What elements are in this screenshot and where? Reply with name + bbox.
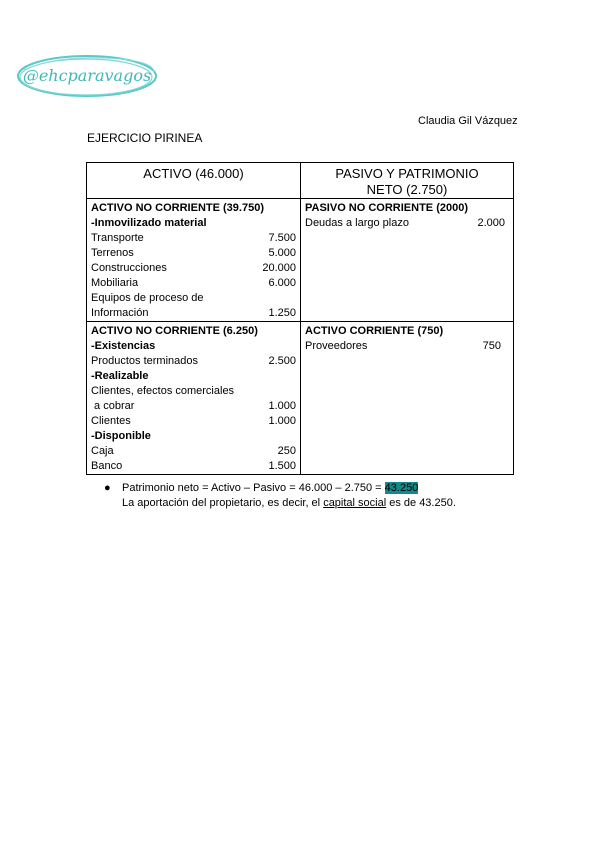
list-item — [91, 246, 296, 261]
note-text-end: es de 43.250. — [386, 497, 456, 509]
note-text: La aportación del propietario, es decir, el — [122, 497, 324, 509]
item-value: 1.000 — [268, 415, 296, 427]
author-name: Claudia Gil Vázquez — [418, 115, 518, 127]
item-label: Equipos de proceso de — [91, 292, 204, 304]
item-label: Construcciones — [91, 262, 167, 274]
clientes-efectos-line1 — [91, 384, 296, 399]
item-label: Deudas a largo plazo — [305, 217, 409, 229]
inmovilizado-heading: -Inmovilizado material — [91, 217, 207, 229]
capital-social-term: capital social — [323, 497, 387, 509]
item-label: Proveedores — [305, 340, 368, 352]
item-label: Clientes, efectos comerciales — [91, 385, 235, 397]
item-value: 1.000 — [268, 400, 296, 412]
list-item — [91, 399, 296, 414]
list-item — [91, 354, 296, 369]
list-item — [91, 261, 296, 276]
anc-title: ACTIVO NO CORRIENTE (39.750) — [91, 202, 264, 214]
item-label: Transporte — [91, 232, 144, 244]
item-label: Caja — [91, 445, 114, 457]
item-value: 2.000 — [477, 217, 505, 229]
list-item — [91, 276, 296, 291]
highlighted-result: 43.250 — [384, 482, 419, 494]
item-value: 750 — [482, 340, 501, 352]
item-label: Clientes — [91, 415, 131, 427]
pasivo-header-text: PASIVO Y PATRIMONIO NETO (2.750) — [335, 166, 479, 197]
list-item — [305, 339, 509, 354]
item-value: 1.250 — [268, 307, 296, 319]
existencias-heading: -Existencias — [91, 340, 156, 352]
item-value: 2.500 — [268, 355, 296, 367]
item-value: 7.500 — [268, 232, 296, 244]
list-item — [305, 216, 509, 231]
activo-header — [87, 163, 301, 199]
activo-corriente-block — [87, 322, 301, 475]
item-value: 6.000 — [268, 277, 296, 289]
logo-brush-stroke — [14, 50, 160, 102]
activo-header-text: ACTIVO (46.000) — [143, 166, 244, 181]
note-line-2 — [122, 496, 456, 511]
pasivo-corriente-block — [301, 322, 514, 475]
note-line-1 — [122, 481, 418, 496]
pasivo-header — [301, 163, 514, 199]
pnc-title: PASIVO NO CORRIENTE (2000) — [305, 202, 468, 214]
pasivo-no-corriente-block — [301, 199, 514, 322]
activo-no-corriente-block — [87, 199, 301, 322]
item-value: 20.000 — [262, 262, 296, 274]
ac-title: ACTIVO NO CORRIENTE (6.250) — [91, 325, 258, 337]
balance-sheet-table — [86, 162, 514, 475]
item-value: 1.500 — [268, 460, 296, 472]
item-label: Banco — [91, 460, 123, 472]
equipos-label-line1 — [91, 291, 296, 306]
logo-text: @ehcparavagos — [22, 66, 152, 85]
item-value: 5.000 — [268, 247, 296, 259]
pc-title: ACTIVO CORRIENTE (750) — [305, 325, 444, 337]
item-label: Productos terminados — [91, 355, 198, 367]
disponible-heading: -Disponible — [91, 430, 151, 442]
item-label: Terrenos — [91, 247, 134, 259]
item-label: a cobrar — [91, 400, 135, 412]
list-item — [91, 414, 296, 429]
list-item — [91, 444, 296, 459]
bullet-icon: ● — [104, 482, 111, 494]
note-formula: Patrimonio neto = Activo – Pasivo = 46.000 – 2.750 = — [122, 482, 385, 494]
item-label: Información — [91, 307, 149, 319]
list-item — [91, 459, 296, 474]
logo — [14, 50, 160, 102]
list-item — [91, 231, 296, 246]
item-label: Mobiliaria — [91, 277, 139, 289]
realizable-heading: -Realizable — [91, 370, 149, 382]
exercise-title: EJERCICIO PIRINEA — [87, 131, 203, 145]
list-item — [91, 306, 296, 321]
item-value: 250 — [277, 445, 296, 457]
